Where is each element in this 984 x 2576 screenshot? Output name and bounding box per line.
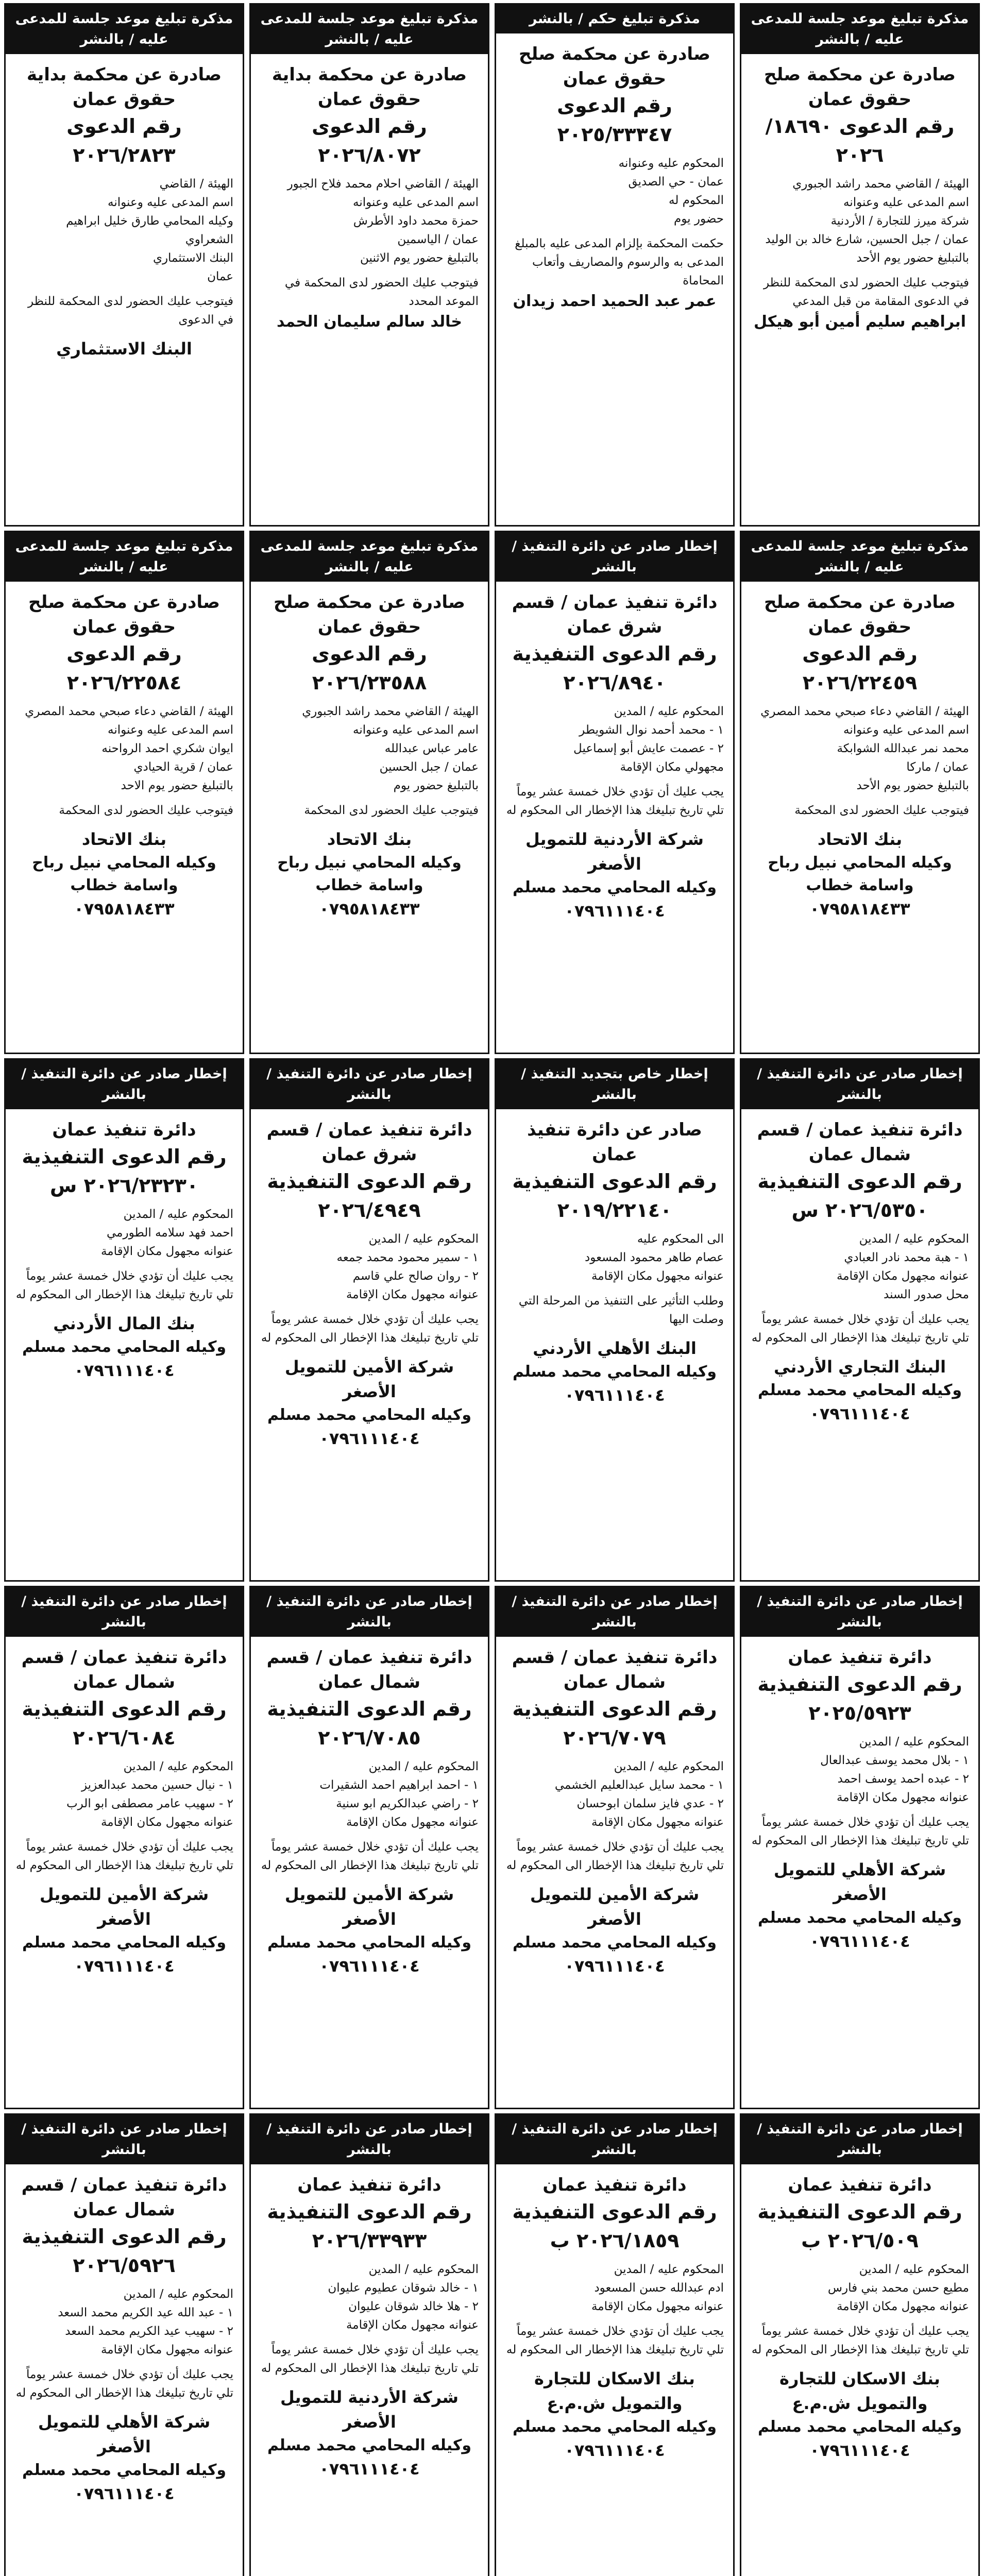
notice-case-number: رقم الدعوى التنفيذية ٢٠١٩/٢٢١٤٠: [512, 1170, 717, 1222]
notice-bank: شركة الأردنية للتمويل الأصغر: [280, 2387, 459, 2432]
notice-line: عمان / جبل الحسين: [379, 760, 479, 774]
notice-line: ايوان شكري احمد الرواحنه: [101, 742, 233, 755]
notice-bank: شركة الأردنية للتمويل الأصغر: [525, 829, 704, 874]
notice-body: يجب عليك أن تؤدي خلال خمسة عشر يوماً تلي تاريخ تبليغك هذا الإخطار الى المحكوم له: [751, 1816, 969, 1848]
notice-line: المحكوم عليه / المدين: [614, 705, 724, 718]
notice-line: اسم المدعى عليه وعنوانه: [353, 196, 479, 209]
notice-title: إخطار صادر عن دائرة التنفيذ / بالنشر: [251, 2115, 488, 2164]
notice-body: يجب عليك أن تؤدي خلال خمسة عشر يوماً تلي تاريخ تبليغك هذا الإخطار الى المحكوم له: [751, 1313, 969, 1345]
notice-line: عنوانه مجهول مكان الإقامة: [346, 1816, 479, 1829]
notice-line: ٢ - عبده احمد يوسف احمد: [837, 1772, 969, 1786]
notice-phone: ٠٧٩٥٨١٨٤٣٣: [319, 899, 420, 919]
notice-body: فيتوجب عليك الحضور لدى المحكمة: [304, 804, 479, 817]
notice-title: مذكرة تبليغ موعد جلسة للمدعى عليه / بالنشر: [6, 5, 243, 54]
notice-lawyer: وكيله المحامي محمد مسلم: [512, 2418, 717, 2436]
notice-body: حكمت المحكمة بإلزام المدعى عليه بالمبلغ المدعى به والرسوم والمصاريف وأتعاب المحاماة: [515, 237, 724, 287]
notice-line: حضور يوم: [674, 212, 724, 226]
notice-line: المحكوم عليه / المدين: [614, 1760, 724, 1773]
legal-notice: [249, 1058, 489, 1582]
notice-case-number: رقم الدعوى ٢٠٢٦/٢٢٤٥٩: [802, 642, 918, 694]
notice-phone: ٠٧٩٦١١١٤٠٤: [564, 2441, 665, 2460]
notice-line: عنوانه مجهول مكان الإقامة: [591, 1269, 724, 1283]
notice-bank: شركة الأهلي للتمويل الأصغر: [773, 1860, 946, 1904]
notice-line: بالتبليغ حضور يوم الأحد: [856, 251, 969, 265]
notice-case-number: رقم الدعوى التنفيذية ٢٠٢٦/٦٠٨٤: [22, 1698, 227, 1749]
legal-notice: [495, 531, 735, 1054]
notice-line: عمان - حي الصديق: [628, 175, 724, 189]
notice-line: ٢ - هلا خالد شوقان عليوان: [348, 2300, 479, 2313]
notice-lawyer: وكيله المحامي محمد مسلم: [512, 878, 717, 896]
notice-court: دائرة تنفيذ عمان / قسم شمال عمان: [512, 1647, 718, 1692]
notice-line: ١ - سمير محمود محمد جمعه: [336, 1251, 479, 1264]
legal-notice: [495, 3, 735, 527]
notice-case-number: رقم الدعوى ٢٠٢٦/٨٠٧٢: [312, 115, 427, 166]
notice-phone: ٠٧٩٦١١١٤٠٤: [564, 1385, 665, 1405]
notice-court: دائرة تنفيذ عمان: [297, 2175, 442, 2195]
notice-line: ١ - محمد أحمد نوال الشويطر: [579, 723, 724, 737]
notice-line: اسم المدعى عليه وعنوانه: [843, 196, 969, 209]
notice-title: إخطار صادر عن دائرة التنفيذ / بالنشر: [741, 2115, 978, 2164]
notice-line: عنوانه مجهول مكان الإقامة: [346, 1288, 479, 1301]
notice-body: يجب عليك أن تؤدي خلال خمسة عشر يوماً تلي تاريخ تبليغك هذا الإخطار الى المحكوم له: [506, 785, 724, 817]
notice-bank: شركة الأمين للتمويل الأصغر: [284, 1885, 454, 1929]
notice-court: صادرة عن محكمة بداية حقوق عمان: [26, 64, 222, 110]
legal-notice: [495, 1058, 735, 1582]
notice-bank: البنك التجاري الأردني: [773, 1357, 946, 1377]
notice-line: عنوانه مجهول مكان الإقامة: [346, 2318, 479, 2332]
notice-line: اسم المدعى عليه وعنوانه: [108, 723, 233, 737]
notice-body: يجب عليك أن تؤدي خلال خمسة عشر يوماً تلي تاريخ تبليغك هذا الإخطار الى المحكوم له: [15, 1840, 233, 1872]
notice-body: يجب عليك أن تؤدي خلال خمسة عشر يوماً تلي تاريخ تبليغك هذا الإخطار الى المحكوم له: [261, 2343, 479, 2375]
notice-line: ٢ - روان صالح علي قاسم: [352, 1269, 479, 1283]
notice-line: ٢ - راضي عبدالكريم ابو سنية: [336, 1797, 479, 1810]
notice-line: ١ - نيال حسين محمد عبدالعزيز: [81, 1778, 233, 1792]
notice-title: إخطار صادر عن دائرة التنفيذ / بالنشر: [496, 2115, 733, 2164]
notice-body: يجب عليك أن تؤدي خلال خمسة عشر يوماً تلي تاريخ تبليغك هذا الإخطار الى المحكوم له: [261, 1840, 479, 1872]
notice-body: فيتوجب عليك الحضور لدى المحكمة: [794, 804, 969, 817]
notice-body: يجب عليك أن تؤدي خلال خمسة عشر يوماً تلي تاريخ تبليغك هذا الإخطار الى المحكوم له: [751, 2325, 969, 2357]
notice-line: اسم المدعى عليه وعنوانه: [108, 196, 233, 209]
notice-line: ١ - هبة محمد نادر العبادي: [844, 1251, 969, 1264]
notice-bank: بنك الاتحاد: [817, 829, 903, 849]
notice-bank: شركة الأمين للتمويل الأصغر: [530, 1885, 700, 1929]
notice-case-number: رقم الدعوى التنفيذية ٢٠٢٦/١٨٥٩ ب: [512, 2200, 717, 2252]
notice-title: إخطار صادر عن دائرة التنفيذ / بالنشر: [6, 1060, 243, 1109]
notice-line: وكيله المحامي طارق خليل ابراهيم الشعراوي: [66, 214, 233, 246]
notice-line: المحكوم عليه / المدين: [368, 2263, 479, 2276]
notice-case-number: رقم الدعوى التنفيذية ٢٠٢٦/٣٣٩٣٣: [267, 2200, 472, 2252]
legal-notice: [740, 531, 980, 1054]
notice-title: إخطار صادر عن دائرة التنفيذ / بالنشر: [496, 1587, 733, 1637]
notice-line: المحكوم له: [668, 194, 724, 207]
notice-phone: ٠٧٩٦١١١٤٠٤: [809, 1931, 910, 1951]
notice-title: مذكرة تبليغ موعد جلسة للمدعى عليه / بالنشر: [6, 532, 243, 582]
notice-line: المحكوم عليه / المدين: [859, 1735, 969, 1749]
notice-phone: ٠٧٩٦١١١٤٠٤: [809, 2441, 910, 2460]
legal-notice: [4, 3, 244, 527]
notice-case-number: رقم الدعوى التنفيذية ٢٠٢٦/٥٠٩ ب: [757, 2200, 962, 2252]
notice-line: عنوانه مجهول مكان الإقامة: [100, 2343, 233, 2357]
notice-court: صادرة عن محكمة صلح حقوق عمان: [28, 592, 220, 637]
notice-lawyer: وكيله المحامي نبيل رباح واسامة خطاب: [277, 854, 462, 894]
notice-case-number: رقم الدعوى ٢٠٢٦/٢٣٥٨٨: [312, 642, 427, 694]
notice-line: عمان: [207, 270, 233, 283]
notice-lawyer: وكيله المحامي محمد مسلم: [267, 2436, 472, 2454]
notice-case-number: رقم الدعوى التنفيذية ٢٠٢٥/٥٩٢٣: [757, 1673, 962, 1724]
legal-notice: [4, 2113, 244, 2576]
notice-lawyer: وكيله المحامي محمد مسلم: [757, 1381, 962, 1399]
notice-line: اسم المدعى عليه وعنوانه: [843, 723, 969, 737]
notice-line: المحكوم عليه / المدين: [123, 1760, 233, 1773]
notice-body: يجب عليك أن تؤدي خلال خمسة عشر يوماً تلي تاريخ تبليغك هذا الإخطار الى المحكوم له: [261, 1313, 479, 1345]
notice-title: مذكرة تبليغ موعد جلسة للمدعى عليه / بالنشر: [251, 5, 488, 54]
notice-court: صادرة عن محكمة صلح حقوق عمان: [764, 592, 956, 637]
notice-lawyer: وكيله المحامي محمد مسلم: [22, 2461, 227, 2479]
notice-line: ١ - محمد سايل عبدالعليم الخشمي: [554, 1778, 724, 1792]
notice-court: دائرة تنفيذ عمان / قسم شرق عمان: [266, 1120, 472, 1165]
notice-case-number: رقم الدعوى ٢٠٢٦/٢٢٥٨٤: [66, 642, 182, 694]
notice-lawyer: وكيله المحامي محمد مسلم: [512, 1363, 717, 1381]
notice-bank: بنك المال الأردني: [53, 1314, 195, 1333]
notice-title: مذكرة تبليغ موعد جلسة للمدعى عليه / بالنشر: [741, 532, 978, 582]
notice-line: الهيئة / القاضي محمد راشد الجبوري: [792, 177, 969, 191]
notice-court: دائرة تنفيذ عمان / قسم شرق عمان: [512, 592, 718, 637]
notice-phone: ٠٧٩٦١١١٤٠٤: [74, 1956, 175, 1976]
notice-line: ٢ - عصمت عايش أبو إسماعيل: [573, 742, 724, 755]
notice-line: المحكوم عليه / المدين: [368, 1232, 479, 1246]
notice-phone: ٠٧٩٦١١١٤٠٤: [809, 1404, 910, 1423]
notice-line: حمزة محمد داود الأطرش: [353, 214, 479, 228]
notice-line: مطيع حسن محمد بني فارس: [827, 2281, 969, 2295]
notice-line: بالتبليغ حضور يوم الاحد: [121, 779, 233, 792]
notice-lawyer: وكيله المحامي محمد مسلم: [512, 1934, 717, 1952]
notice-title: إخطار صادر عن دائرة التنفيذ / بالنشر: [251, 1587, 488, 1637]
notice-title: إخطار صادر عن دائرة التنفيذ / بالنشر: [741, 1587, 978, 1637]
notice-court: دائرة تنفيذ عمان: [52, 1120, 196, 1140]
notice-lawyer: وكيله المحامي نبيل رباح واسامة خطاب: [32, 854, 216, 894]
notice-line: المحكوم عليه / المدين: [859, 2263, 969, 2276]
notice-court: دائرة تنفيذ عمان / قسم شمال عمان: [21, 2175, 227, 2220]
notice-line: احمد فهد سلامه الطورمي: [107, 1226, 233, 1240]
notice-body: فيتوجب عليك الحضور لدى المحكمة: [59, 804, 233, 817]
notice-bank: شركة الأمين للتمويل الأصغر: [284, 1357, 454, 1401]
legal-notice: [249, 1586, 489, 2109]
notice-title: إخطار صادر عن دائرة التنفيذ / بالنشر: [6, 1587, 243, 1637]
notice-lawyer: وكيله المحامي محمد مسلم: [267, 1934, 472, 1952]
notice-case-number: رقم الدعوى التنفيذية ٢٠٢٦/٧٠٨٥: [267, 1698, 472, 1749]
notice-court: صادرة عن محكمة بداية حقوق عمان: [272, 64, 467, 110]
notice-bank: شركة الأهلي للتمويل الأصغر: [38, 2412, 211, 2456]
notice-bank: البنك الاستثماري: [56, 339, 192, 359]
notice-case-number: رقم الدعوى التنفيذية ٢٠٢٦/٨٩٤٠: [512, 642, 717, 694]
notice-phone: ٠٧٩٦١١١٤٠٤: [564, 1956, 665, 1976]
legal-notice: [4, 1586, 244, 2109]
notice-lawyer: خالد سالم سليمان الحمد: [277, 313, 462, 331]
legal-notice: [740, 1058, 980, 1582]
notice-line: عنوانه مجهول مكان الإقامة: [836, 1269, 969, 1283]
notice-line: بالتبليغ حضور يوم: [393, 779, 479, 792]
notice-case-number: رقم الدعوى ٢٠٢٥/٣٣٣٤٧: [557, 94, 672, 146]
notice-court: دائرة تنفيذ عمان: [542, 2175, 687, 2195]
notice-line: عنوانه مجهول مكان الإقامة: [836, 1791, 969, 1804]
notice-phone: ٠٧٩٦١١١٤٠٤: [319, 2459, 420, 2479]
notice-bank: شركة الأمين للتمويل الأصغر: [39, 1885, 209, 1929]
notice-phone: ٠٧٩٦١١١٤٠٤: [319, 1429, 420, 1448]
legal-notice: [4, 531, 244, 1054]
notice-phone: ٠٧٩٦١١١٤٠٤: [74, 1361, 175, 1380]
notice-line: شركة ميرز للتجارة / الأردنية: [830, 214, 969, 228]
notice-phone: ٠٧٩٦١١١٤٠٤: [74, 2484, 175, 2503]
notice-line: عامر عباس عبدالله: [384, 742, 479, 755]
legal-notice: [740, 1586, 980, 2109]
notice-court: دائرة تنفيذ عمان / قسم شمال عمان: [266, 1647, 472, 1692]
notice-line: ١ - بلال محمد يوسف عبدالعال: [820, 1754, 969, 1767]
notice-bank: بنك الاتحاد: [327, 829, 412, 849]
notice-court: دائرة تنفيذ عمان / قسم شمال عمان: [757, 1120, 963, 1165]
notice-bank: بنك الاسكان للتجارة والتمويل ش.م.ع: [534, 2369, 695, 2413]
notice-court: دائرة تنفيذ عمان: [788, 2175, 932, 2195]
notice-line: ١ - خالد شوقان عطيوم عليوان: [328, 2281, 479, 2295]
notice-court: صادرة عن محكمة صلح حقوق عمان: [273, 592, 466, 637]
notice-line: المحكوم عليه / المدين: [123, 1208, 233, 1221]
notice-title: مذكرة تبليغ موعد جلسة للمدعى عليه / بالنشر: [251, 532, 488, 582]
notice-line: عمان / الياسمين: [397, 233, 479, 246]
notice-line: عنوانه مجهول مكان الإقامة: [100, 1816, 233, 1829]
notice-bank: البنك الأهلي الأردني: [533, 1338, 697, 1358]
notice-line: المحكوم عليه / المدين: [368, 1760, 479, 1773]
notice-court: دائرة تنفيذ عمان / قسم شمال عمان: [21, 1647, 227, 1692]
notice-lawyer: وكيله المحامي محمد مسلم: [267, 1406, 472, 1424]
notice-case-number: رقم الدعوى ٢٠٢٦/٢٨٢٣: [66, 115, 182, 166]
notice-case-number: رقم الدعوى التنفيذية ٢٠٢٦/٢٣٢٣٠ س: [22, 1145, 227, 1197]
notice-line: ادم عبدالله حسن المسعود: [594, 2281, 724, 2295]
legal-notice: [249, 3, 489, 527]
notice-case-number: رقم الدعوى التنفيذية ٢٠٢٦/٧٠٧٩: [512, 1698, 717, 1749]
notice-case-number: رقم الدعوى التنفيذية ٢٠٢٦/٥٩٢٦: [22, 2225, 227, 2277]
notice-line: عمان / قرية الحيادي: [133, 760, 233, 774]
notice-line: عمان / جبل الحسين، شارع خالد بن الوليد: [765, 233, 969, 246]
notice-line: ٢ - سهيب عامر مصطفى ابو الرب: [66, 1797, 233, 1810]
notice-line: الهيئة / القاضي دعاء صبحي محمد المصري: [760, 705, 969, 718]
notice-line: ١ - عبد الله عيد الكريم محمد السعد: [58, 2306, 233, 2319]
notice-line: الهيئة / القاضي دعاء صبحي محمد المصري: [25, 705, 233, 718]
notice-body: يجب عليك أن تؤدي خلال خمسة عشر يوماً تلي تاريخ تبليغك هذا الإخطار الى المحكوم له: [15, 1269, 233, 1301]
notice-line: اسم المدعى عليه وعنوانه: [353, 723, 479, 737]
notice-lawyer: وكيله المحامي نبيل رباح واسامة خطاب: [768, 854, 952, 894]
notice-line: الهيئة / القاضي محمد راشد الجبوري: [302, 705, 479, 718]
notice-line: عنوانه مجهول مكان الإقامة: [836, 2300, 969, 2313]
notice-title: إخطار صادر عن دائرة التنفيذ / بالنشر: [741, 1060, 978, 1109]
notice-body: فيتوجب عليك الحضور لدى المحكمة للنظر في الدعوى: [27, 295, 233, 327]
notice-phone: ٠٧٩٦١١١٤٠٤: [319, 1956, 420, 1976]
notice-line: عمان / ماركا: [906, 760, 969, 774]
notice-line: ١ - احمد ابراهيم احمد الشقيرات: [319, 1778, 479, 1792]
notice-lawyer: ابراهيم سليم أمين أبو هيكل: [753, 313, 966, 331]
notice-phone: ٠٧٩٦١١١٤٠٤: [564, 901, 665, 921]
notice-case-number: رقم الدعوى التنفيذية ٢٠٢٦/٥٣٥٠ س: [757, 1170, 962, 1222]
notice-title: إخطار خاص بتجديد التنفيذ / بالنشر: [496, 1060, 733, 1109]
notice-title: مذكرة تبليغ موعد جلسة للمدعى عليه / بالنشر: [741, 5, 978, 54]
notice-body: يجب عليك أن تؤدي خلال خمسة عشر يوماً تلي تاريخ تبليغك هذا الإخطار الى المحكوم له: [506, 1840, 724, 1872]
notice-case-number: رقم الدعوى التنفيذية ٢٠٢٦/٤٩٤٩: [267, 1170, 472, 1222]
notice-line: الهيئة / القاضي احلام محمد فلاح الجبور: [287, 177, 479, 191]
notice-court: صادر عن دائرة تنفيذ عمان: [527, 1120, 702, 1165]
notice-body: فيتوجب عليك الحضور لدى المحكمة للنظر في الدعوى المقامة من قبل المدعي: [763, 276, 969, 308]
notice-title: مذكرة تبليغ حكم / بالنشر: [496, 5, 733, 33]
notice-line: عصام طاهر محمود المسعود: [584, 1251, 724, 1264]
notice-line: مجهولي مكان الإقامة: [620, 760, 724, 774]
notice-title: إخطار صادر عن دائرة التنفيذ / بالنشر: [6, 2115, 243, 2164]
notice-line: عنوانه مجهول مكان الإقامة: [591, 1816, 724, 1829]
legal-notice: [495, 2113, 735, 2576]
notice-line: بالتبليغ حضور يوم الاثنين: [360, 251, 479, 265]
notice-line: البنك الاستثماري: [152, 251, 233, 265]
notice-court: صادرة عن محكمة صلح حقوق عمان: [518, 44, 711, 89]
notice-bank: بنك الاسكان للتجارة والتمويل ش.م.ع: [779, 2369, 940, 2413]
notice-body: يجب عليك أن تؤدي خلال خمسة عشر يوماً تلي تاريخ تبليغك هذا الإخطار الى المحكوم له: [15, 2368, 233, 2400]
legal-notice: [740, 3, 980, 527]
notice-lawyer: وكيله المحامي محمد مسلم: [22, 1934, 227, 1952]
legal-notice: [249, 531, 489, 1054]
notice-line: المحكوم عليه / المدين: [614, 2263, 724, 2276]
notice-court: صادرة عن محكمة صلح حقوق عمان: [764, 64, 956, 110]
notice-line: المحكوم عليه وعنوانه: [618, 157, 724, 170]
notice-line: ٢ - سهيب عيد الكريم محمد السعد: [65, 2325, 233, 2338]
notice-body: يجب عليك أن تؤدي خلال خمسة عشر يوماً تلي تاريخ تبليغك هذا الإخطار الى المحكوم له: [506, 2325, 724, 2357]
legal-notice: [249, 2113, 489, 2576]
legal-notice: [4, 1058, 244, 1582]
legal-notice: [495, 1586, 735, 2109]
notice-line: المحكوم عليه / المدين: [123, 2287, 233, 2301]
notice-title: إخطار صادر عن دائرة التنفيذ / بالنشر: [496, 532, 733, 582]
notice-lawyer: عمر عبد الحميد احمد زيدان: [513, 292, 717, 310]
notice-line: المحكوم عليه / المدين: [859, 1232, 969, 1246]
notice-line: محمد نمر عبدالله الشوابكة: [837, 742, 969, 755]
notice-line: عنوانه مجهول مكان الإقامة: [591, 2300, 724, 2313]
notice-body: وطلب التأثير على التنفيذ من المرحلة التي وصلت اليها: [518, 1294, 724, 1326]
notice-bank: بنك الاتحاد: [81, 829, 167, 849]
notice-phone: ٠٧٩٥٨١٨٤٣٣: [809, 899, 910, 919]
notice-case-number: رقم الدعوى ١٨٦٩٠/ ٢٠٢٦: [765, 115, 955, 166]
notice-line: محل صدور السند: [884, 1288, 969, 1301]
notice-line: الى المحكوم عليه: [637, 1232, 724, 1246]
notice-lawyer: وكيله المحامي محمد مسلم: [22, 1338, 227, 1356]
legal-notice: [740, 2113, 980, 2576]
notice-line: ٢ - عدي فايز سلمان ابوحسان: [576, 1797, 724, 1810]
notice-lawyer: وكيله المحامي محمد مسلم: [757, 1909, 962, 1927]
notice-line: عنوانه مجهول مكان الإقامة: [100, 1245, 233, 1258]
notice-lawyer: وكيله المحامي محمد مسلم: [757, 2418, 962, 2436]
notice-court: دائرة تنفيذ عمان: [788, 1647, 932, 1668]
notice-phone: ٠٧٩٥٨١٨٤٣٣: [74, 899, 175, 919]
notice-line: بالتبليغ حضور يوم الأحد: [856, 779, 969, 792]
notice-body: فيتوجب عليك الحضور لدى المحكمة في الموعد المحدد: [284, 276, 479, 308]
notice-line: الهيئة / القاضي: [159, 177, 233, 191]
notice-title: إخطار صادر عن دائرة التنفيذ / بالنشر: [251, 1060, 488, 1109]
